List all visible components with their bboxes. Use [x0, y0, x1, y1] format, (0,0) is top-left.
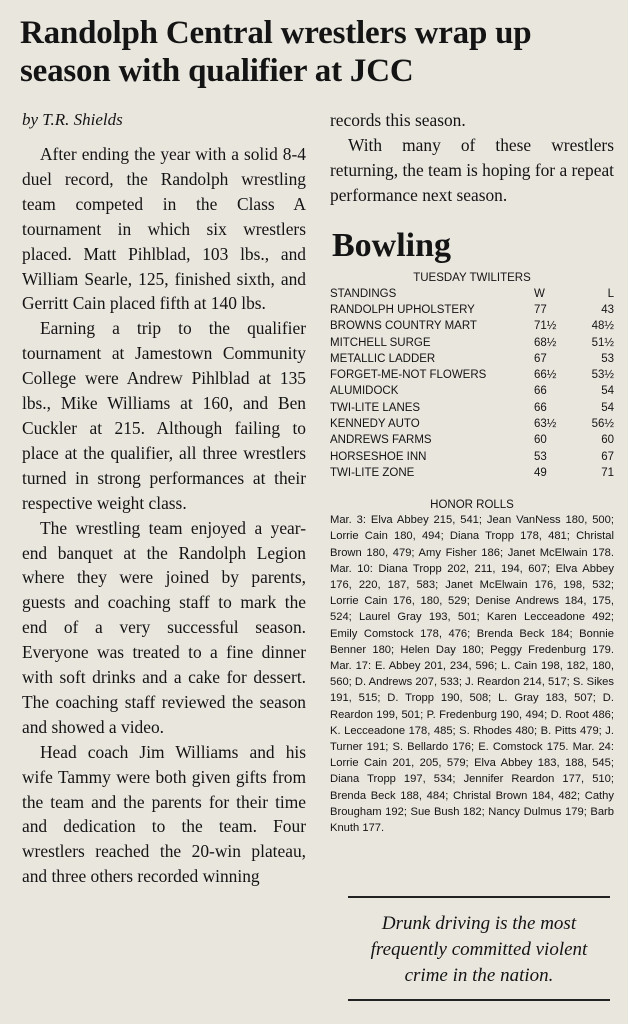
standings-row	[330, 449, 614, 465]
losses-col-header: L	[607, 287, 614, 300]
article-paragraph: The wrestling team enjoyed a year-end banquet at the Randolph Legion where they were joined by parents, guests and coaching staff to mark the end of a very successful season. Everyone was treated to a fine dinner with soft drinks and a cake for dessert. The coaching staff reviewed the season and showed a video.	[22, 517, 306, 737]
team-wins: 66½	[534, 369, 557, 382]
team-losses: 71	[601, 466, 614, 479]
team-losses: 67	[601, 450, 614, 463]
standings-header-row	[330, 286, 614, 302]
team-wins: 66	[534, 401, 547, 414]
team-name: ALUMIDOCK	[330, 385, 399, 398]
standings-row	[330, 416, 614, 432]
standings-row	[330, 465, 614, 481]
team-wins: 77	[534, 303, 547, 316]
article-paragraph: Earning a trip to the qualifier tournament at Jamestown Community College were Andrew Pihlblad at 135 lbs., Mike Williams at 160, and Ben Cuckler at 215. Although failing to place at the qualifier, all three wrestlers turned in strong performances at their respective weight class.	[22, 318, 306, 513]
standings-row	[330, 302, 614, 318]
article-paragraph: With many of these wrestlers returning, the team is hoping for a repeat performance next season.	[330, 134, 614, 205]
team-name: RANDOLPH UPHOLSTERY	[330, 303, 475, 316]
team-losses: 54	[601, 401, 614, 414]
standings-row	[330, 335, 614, 351]
team-name: BROWNS COUNTRY MART	[330, 320, 477, 333]
article-column-left	[22, 110, 306, 889]
standings-row	[330, 383, 614, 399]
standings-row	[330, 367, 614, 383]
article-paragraph: After ending the year with a solid 8-4 duel record, the Randolph wrestling team competed in the Class A tournament in which six wrestlers placed. Matt Pihlblad, 103 lbs., and William Searle, 125, finished sixth, and Gerritt Cain placed fifth at 140 lbs.	[22, 144, 306, 314]
team-name: METALLIC LADDER	[330, 352, 436, 365]
team-losses: 48½	[591, 320, 614, 333]
standings-col-header: STANDINGS	[330, 287, 397, 300]
team-losses: 60	[601, 434, 614, 447]
team-losses: 43	[601, 303, 614, 316]
team-name: HORSESHOE INN	[330, 450, 427, 463]
standings-row	[330, 432, 614, 448]
honor-rolls-text: Mar. 3: Elva Abbey 215, 541; Jean VanNess 180, 500; Lorrie Cain 180, 494; Diana Tropp 178, 481; Christal Brown 180, 479; Amy Fisher 186; Janet McElwain 178. Mar. 10: Diana Tropp 202, 211, 194, 607; Elva Abbey 176, 220, 187, 583; Janet McElwain 176, 198, 532; Lorrie Cain 176, 180, 529; Denise Andrews 184, 175, 524; Laurel Gray 193, 501; Karen Lecceadone 492; Emily Comstock 178, 476; Brenda Beck 184; Bonnie Benner 180; Helen Day 180; Peggy Fredenburg 179. Mar. 17: E. Abbey 201, 234, 596; L. Cain 198, 182, 180, 560; D. Andrews 207, 533; J. Reardon 214, 517; S. Sikes 191, 515; D. Tropp 190, 508; L. Gray 183, 507; D. Reardon 199, 501; P. Fredenburg 190, 494; D. Root 486; K. Lecceadone 178, 485; S. Rhodes 480; B. Pitts 479; J. Turner 191; S. Bellardo 176; E. Comstock 175. Mar. 24: Lorrie Cain 201, 205, 579; Elva Abbey 183, 188, 545; Diana Tropp 197, 534; Jennifer Reardon 177, 510; Brenda Beck 188, 484; Christal Brown 184, 482; Cathy Brougham 192; Sue Bush 182; Nancy Dulmus 179; Barb Knuth 177.	[330, 514, 614, 835]
standings-body	[330, 302, 614, 481]
standings-row	[330, 400, 614, 416]
team-wins: 71½	[534, 320, 557, 333]
team-name: ANDREWS FARMS	[330, 434, 432, 447]
standings-row	[330, 351, 614, 367]
wins-col-header: W	[534, 287, 545, 300]
team-losses: 54	[601, 385, 614, 398]
team-wins: 49	[534, 466, 547, 479]
team-wins: 53	[534, 450, 547, 463]
article-paragraph: Head coach Jim Williams and his wife Tammy were both given gifts from the team and the parents for their time and dedication to the team. Four wrestlers reached the 20-win plateau, and three others recorded winning	[22, 741, 306, 887]
team-name: TWI-LITE LANES	[330, 401, 421, 414]
article-paragraph: records this season.	[330, 110, 466, 130]
team-name: KENNEDY AUTO	[330, 418, 420, 430]
article-column-right	[330, 108, 614, 836]
article-byline: by T.R. Shields	[22, 110, 123, 129]
team-wins: 66	[534, 385, 547, 398]
article-headline: Randolph Central wrestlers wrap up season with qualifier at JCC	[20, 15, 532, 89]
team-wins: 67	[534, 352, 547, 365]
team-losses: 53½	[591, 369, 614, 382]
honor-rolls-title: HONOR ROLLS	[430, 499, 514, 512]
team-wins: 68½	[534, 336, 557, 349]
bowling-heading: Bowling	[332, 226, 452, 264]
psa-text: Drunk driving is the most frequently committed violent crime in the nation.	[370, 913, 588, 986]
team-losses: 51½	[591, 336, 614, 349]
team-wins: 60	[534, 434, 547, 447]
team-losses: 56½	[591, 418, 614, 430]
team-name: MITCHELL SURGE	[330, 336, 431, 349]
team-wins: 63½	[534, 418, 557, 430]
psa-box	[348, 896, 610, 1001]
team-losses: 53	[601, 352, 614, 365]
article-continued	[330, 108, 614, 208]
team-name: TWI-LITE ZONE	[330, 466, 415, 479]
league-title: TUESDAY TWILITERS	[413, 271, 531, 284]
team-name: FORGET-ME-NOT FLOWERS	[330, 369, 487, 382]
standings-table	[330, 286, 614, 482]
article-body	[22, 142, 306, 889]
standings-row	[330, 318, 614, 334]
